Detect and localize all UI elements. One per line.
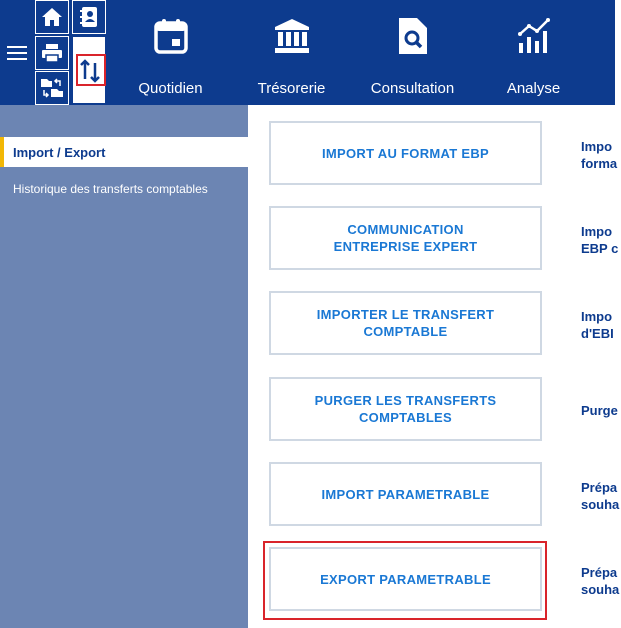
- description-line: EBP c: [581, 241, 619, 256]
- description-line: forma: [581, 156, 618, 171]
- action-description: [581, 138, 621, 172]
- action-description: [581, 223, 621, 257]
- description-line: Impo: [581, 309, 613, 324]
- document-search-icon: [397, 17, 429, 55]
- hamburger-menu-button[interactable]: [0, 0, 34, 105]
- module-nav: [110, 0, 594, 105]
- purge-transferts-button[interactable]: PURGER LES TRANSFERTS COMPTABLES: [269, 377, 542, 441]
- import-export-arrows-icon: [79, 59, 101, 83]
- module-label: Consultation: [370, 80, 455, 97]
- module-consultation[interactable]: [352, 0, 473, 105]
- sidebar: [0, 105, 248, 628]
- module-analyse[interactable]: [473, 0, 594, 105]
- description-line: d'EBI: [581, 326, 614, 341]
- module-label: Quotidien: [138, 80, 203, 97]
- module-label: Analyse: [506, 80, 561, 97]
- description-line: Prépa: [581, 480, 618, 495]
- communication-expert-button[interactable]: COMMUNICATION ENTREPRISE EXPERT: [269, 206, 542, 270]
- action-description: [581, 308, 621, 342]
- quick-actions-grid: [35, 0, 107, 105]
- export-parametrable-button[interactable]: EXPORT PARAMETRABLE: [269, 547, 542, 611]
- sidebar-item-historique[interactable]: Historique des transferts comptables: [13, 182, 208, 196]
- top-bar: [0, 0, 615, 105]
- description-line: souha: [581, 582, 620, 597]
- bank-icon: [273, 18, 311, 54]
- module-label: Trésorerie: [257, 80, 326, 97]
- calendar-icon: [154, 18, 188, 54]
- action-description: [581, 479, 621, 513]
- description-line: Prépa: [581, 565, 618, 580]
- action-description: [581, 402, 621, 419]
- main-content: [248, 105, 620, 628]
- description-line: Impo: [581, 139, 613, 154]
- bar-chart-trend-icon: [517, 17, 551, 55]
- import-parametrable-button[interactable]: IMPORT PARAMETRABLE: [269, 462, 542, 526]
- import-export-button[interactable]: [72, 36, 106, 104]
- module-tresorerie[interactable]: [231, 0, 352, 105]
- description-line: Impo: [581, 224, 613, 239]
- folder-transfer-icon: [40, 77, 64, 99]
- action-description: [581, 564, 621, 598]
- contacts-book-icon: [79, 6, 99, 28]
- import-transfert-button[interactable]: IMPORTER LE TRANSFERT COMPTABLE: [269, 291, 542, 355]
- import-ebp-button[interactable]: IMPORT AU FORMAT EBP: [269, 121, 542, 185]
- print-button[interactable]: [35, 36, 69, 70]
- home-icon: [41, 7, 63, 27]
- home-button[interactable]: [35, 0, 69, 34]
- contacts-button[interactable]: [72, 0, 106, 34]
- sidebar-item-import-export[interactable]: Import / Export: [0, 137, 248, 167]
- folder-transfer-button[interactable]: [35, 71, 69, 105]
- description-line: Purge: [581, 403, 618, 418]
- printer-icon: [41, 43, 63, 63]
- module-quotidien[interactable]: [110, 0, 231, 105]
- description-line: souha: [581, 497, 620, 512]
- hamburger-icon: [7, 46, 27, 60]
